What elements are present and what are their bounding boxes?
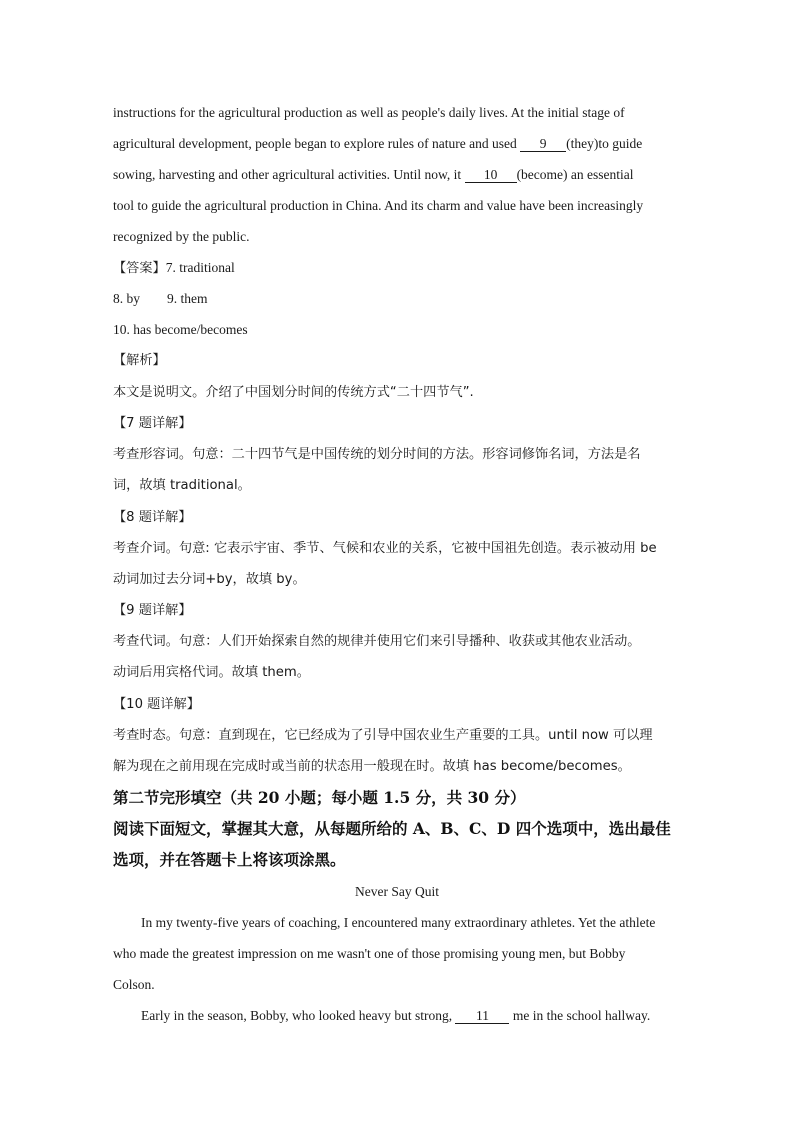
q9-explanation: 动词后用宾格代词。故填 them。 [113, 665, 310, 680]
q7-explanation: 考查形容词。句意：二十四节气是中国传统的划分时间的方法。形容词修饰名词，方法是名 [113, 447, 641, 462]
passage-text: Early in the season, Bobby, who looked heavy but strong, [141, 1008, 456, 1023]
q10-explanation: 考查时态。句意：直到现在，它已经成为了引导中国农业生产重要的工具。until now 可以理 [113, 728, 653, 743]
answer-10: 10. has become/becomes [113, 322, 248, 337]
answer-blank-10: 10 [465, 167, 517, 183]
answer-label: 【答案】 [113, 261, 166, 276]
answer-blank-11: 11 [455, 1008, 509, 1024]
q8-explanation: 动词加过去分词+by，故填 by。 [113, 572, 306, 587]
passage-line: tool to guide the agricultural production in China. And its charm and value have been increasingly [113, 198, 644, 213]
analysis-label: 【解析】 [113, 353, 166, 368]
q8-explanation: 考查介词。句意: 它表示宇宙、季节、气候和农业的关系，它被中国祖先创造。表示被动用 be [113, 541, 657, 556]
section-heading: 第二节完形填空（共 20 小题；每小题 1.5 分，共 30 分） [113, 788, 526, 807]
passage-line [141, 1007, 650, 1025]
passage-text: (they)to guide [566, 136, 643, 151]
answer-block [113, 259, 235, 278]
passage-line: instructions for the agricultural production as well as people's daily lives. At the initial stage of [113, 105, 625, 120]
section-instructions: 阅读下面短文，掌握其大意，从每题所给的 A、B、C、D 四个选项中，选出最佳 [113, 819, 671, 838]
q7-heading: 【7 题详解】 [113, 416, 192, 431]
q9-explanation: 考查代词。句意：人们开始探索自然的规律并使用它们来引导播种、收获或其他农业活动。 [113, 634, 641, 649]
passage-line: Colson. [113, 977, 155, 992]
answer-blank-9: 9 [520, 136, 566, 152]
answer-9: 9. them [167, 291, 208, 306]
q8-heading: 【8 题详解】 [113, 510, 192, 525]
answer-8: 8. by [113, 291, 140, 306]
passage-line [113, 135, 642, 153]
passage-title: Never Say Quit [355, 884, 439, 899]
analysis-summary: 本文是说明文。介绍了中国划分时间的传统方式“二十四节气”. [113, 385, 474, 400]
passage-line: In my twenty-five years of coaching, I encountered many extraordinary athletes. Yet the athlete [141, 915, 656, 930]
passage-text: (become) an essential [516, 167, 634, 182]
q10-heading: 【10 题详解】 [113, 697, 200, 712]
passage-line [113, 166, 634, 184]
section-instructions: 选项，并在答题卡上将该项涂黑。 [113, 850, 346, 869]
passage-text: me in the school hallway. [509, 1008, 651, 1023]
passage-line: who made the greatest impression on me wasn't one of those promising young men, but Bobby [113, 946, 626, 961]
answer-7: 7. traditional [165, 260, 235, 275]
q10-explanation: 解为现在之前用现在完成时或当前的状态用一般现在时。故填 has become/becomes。 [113, 759, 631, 774]
q7-explanation: 词，故填 traditional。 [113, 478, 251, 493]
passage-text: sowing, harvesting and other agricultural activities. Until now, it [113, 167, 465, 182]
q9-heading: 【9 题详解】 [113, 603, 192, 618]
passage-text: agricultural development, people began to explore rules of nature and used [113, 136, 521, 151]
answer-row [113, 290, 208, 308]
passage-line: recognized by the public. [113, 229, 250, 244]
